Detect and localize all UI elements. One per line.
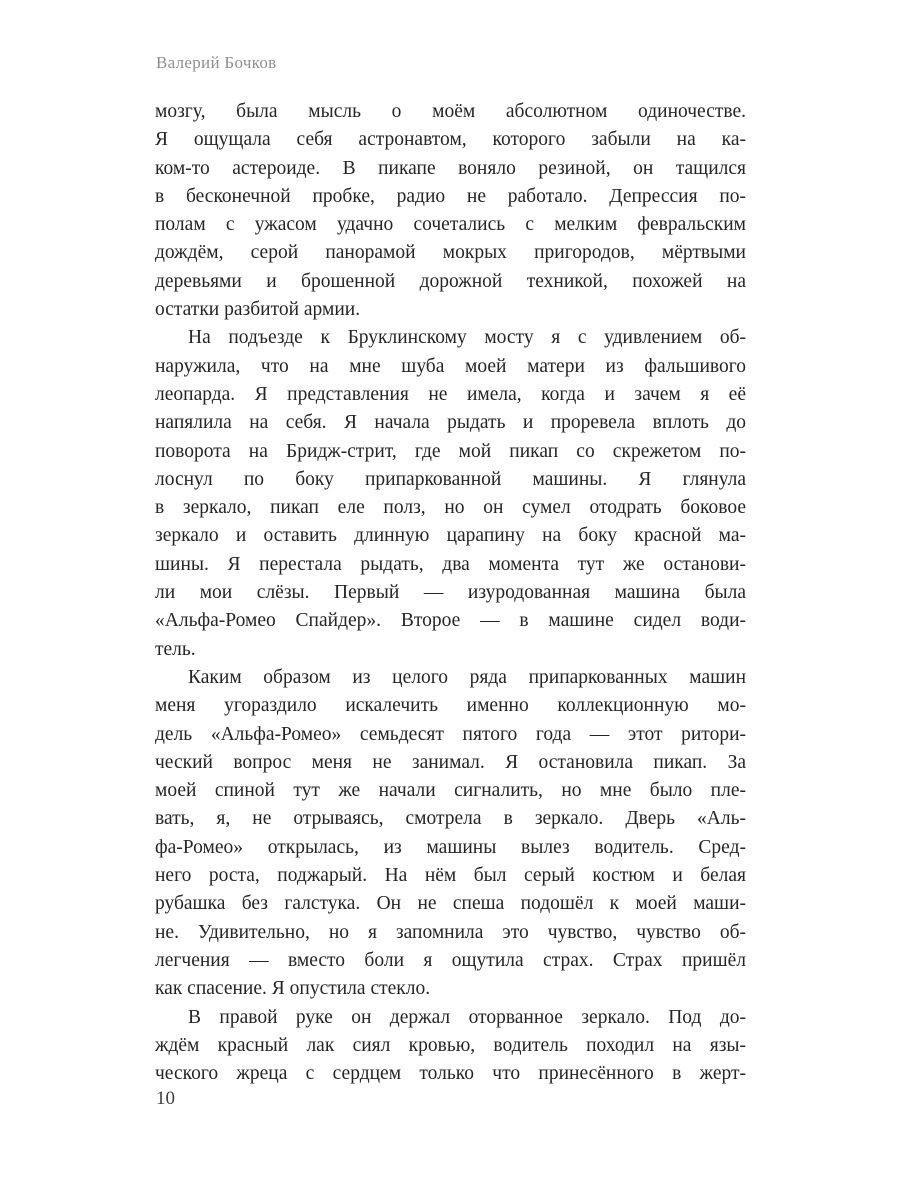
text-line: ли мои слёзы. Первый — изуродованная машина была <box>155 582 746 604</box>
running-header-author: Валерий Бочков <box>156 53 277 72</box>
text-line: Я ощущала себя астронавтом, которого забыли на ка- <box>155 129 746 151</box>
text-line: ческого жреца с сердцем только что принесённого в жерт- <box>155 1063 746 1085</box>
text-line: На подъезде к Бруклинскому мосту я с удивлением об- <box>188 327 746 349</box>
paragraph-1 <box>155 98 746 324</box>
text-line: ком-то астероиде. В пикапе воняло резиной, он тащился <box>155 157 746 179</box>
text-line: мозгу, была мысль о моём абсолютном одиночестве. <box>155 101 746 122</box>
text-line: наружила, что на мне шуба моей матери из фальшивого <box>155 355 746 377</box>
text-line: не. Удивительно, но я запомнила это чувство, чувство об- <box>155 921 746 943</box>
text-line: легчения — вместо боли я ощутила страх. Страх пришёл <box>155 949 746 971</box>
text-line: в бесконечной пробке, радио не работало. Депрессия по- <box>155 185 746 207</box>
text-line: леопарда. Я представления не имела, когда и зачем я её <box>155 383 746 405</box>
text-line: поворота на Бридж-стрит, где мой пикап со скрежетом по- <box>155 440 746 462</box>
text-line: В правой руке он держал оторванное зеркало. Под до- <box>188 1006 746 1028</box>
page-number: 10 <box>156 1088 175 1109</box>
text-line: него роста, поджарый. На нём был серый костюм и белая <box>155 865 746 887</box>
text-line: моей спиной тут же начали сигналить, но мне было пле- <box>155 780 746 802</box>
text-line: в зеркало, пикап еле полз, но он сумел отодрать боковое <box>155 497 746 519</box>
text-line: полам с ужасом удачно сочетались с мелким февральским <box>155 214 746 236</box>
text-line: Каким образом из целого ряда припаркованных машин <box>188 666 746 688</box>
text-line: деревьями и брошенной дорожной техникой, похожей на <box>155 270 746 292</box>
text-line: как спасение. Я опустила стекло. <box>155 978 431 1000</box>
text-line: ческий вопрос меня не занимал. Я остановила пикап. За <box>155 751 746 773</box>
paragraph-3 <box>155 664 746 1004</box>
text-line: зеркало и оставить длинную царапину на боку красной ма- <box>155 525 746 547</box>
text-line: меня угораздило искалечить именно коллекционную мо- <box>155 695 746 717</box>
text-line: остатки разбитой армии. <box>155 299 361 321</box>
text-line: шины. Я перестала рыдать, два момента тут же останови- <box>155 553 746 575</box>
text-line: лоснул по боку припаркованной машины. Я глянула <box>155 468 746 490</box>
text-line: вать, я, не отрываясь, смотрела в зеркало. Дверь «Аль- <box>155 808 746 830</box>
paragraph-4 <box>155 1004 746 1089</box>
text-line: ждём красный лак сиял кровью, водитель походил на язы- <box>155 1034 746 1056</box>
text-line: напялила на себя. Я начала рыдать и проревела вплоть до <box>155 412 746 434</box>
text-line: дождём, серой панорамой мокрых пригородов, мёртвыми <box>155 242 746 264</box>
text-line: фа-Ромео» открылась, из машины вылез водитель. Сред- <box>155 836 746 858</box>
text-line: тель. <box>155 638 196 660</box>
text-line: рубашка без галстука. Он не спеша подошёл к моей маши- <box>155 893 746 915</box>
page-text <box>155 98 746 1088</box>
paragraph-2 <box>155 324 746 664</box>
text-line: «Альфа-Ромео Спайдер». Второе — в машине сидел води- <box>155 610 746 632</box>
text-line: дель «Альфа-Ромео» семьдесят пятого года — этот ритори- <box>155 723 746 745</box>
